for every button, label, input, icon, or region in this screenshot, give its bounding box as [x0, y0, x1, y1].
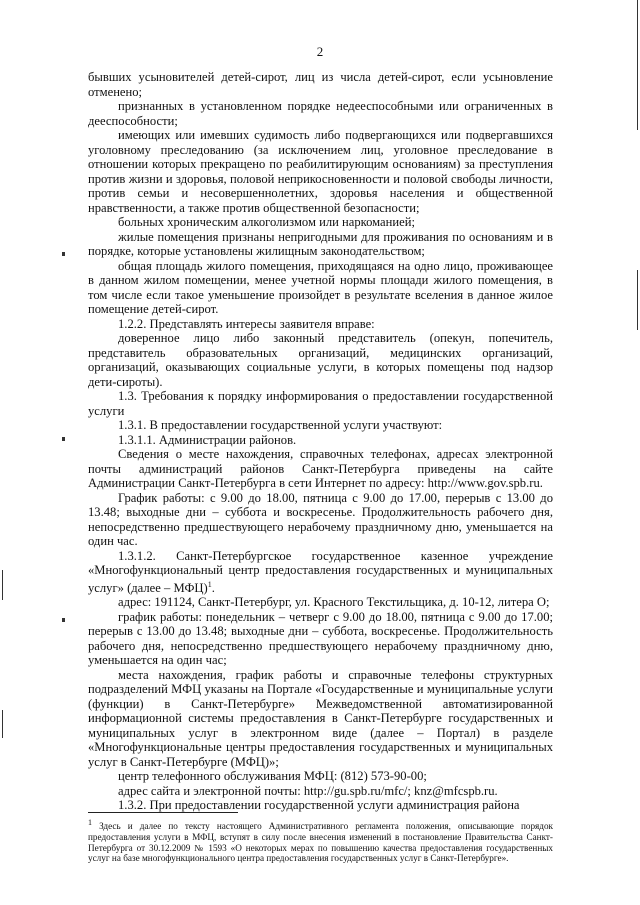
footnote-divider [88, 812, 238, 813]
paragraph: адрес: 191124, Санкт-Петербург, ул. Красного Текстильщика, д. 10-12, литера О; [118, 595, 550, 610]
paragraph: График работы: с 9.00 до 18.00, пятница с 9.00 до 17.00, перерыв с 13.00 до 13.48; выходные дни – суббота и воскресенье. Продолжительность рабочего дня, непосредственно предшествующего нерабочему праздничному дню, уменьшается на один час. [88, 490, 553, 548]
scan-mark [637, 270, 638, 330]
page-number: 2 [316, 44, 324, 59]
paragraph: 1.3.1. В предоставлении государственной услуги участвуют: [118, 418, 443, 432]
paragraph: адрес сайта и электронной почты: http://gu.spb.ru/mfc/; knz@mfcspb.ru. [118, 783, 498, 798]
scan-mark [637, 0, 638, 130]
paragraph: жилые помещения признаны непригодными для проживания по основаниям и в порядке, которые установлены жилищным законодательством; [88, 229, 553, 258]
paragraph: места нахождения, график работы и справочные телефоны структурных подразделений МФЦ указаны на Портале «Государственные и муниципальные услуги (функции) в Санкт-Петербурге» Межведомственной автоматизированной информационной системы предоставления в Санкт-Петербурге государственных и муниципальных услуг в электронном виде (далее – Портал) в разделе «Многофункциональные центры предоставления государственных и муниципальных услуг в Санкт-Петербурге (МФЦ)»; [88, 667, 553, 769]
paragraph: бывших усыновителей детей-сирот, лиц из числа детей-сирот, если усыновление отменено; [88, 70, 553, 99]
paragraph: 1.3.1.1. Администрации районов. [118, 432, 297, 447]
paragraph-text: 1.3.1.2. Санкт-Петербургское государственное казенное учреждение «Многофункциональный центр предоставления государственных и муниципальных услуг» (далее – МФЦ) [88, 548, 553, 595]
scan-mark [2, 710, 3, 738]
paragraph: график работы: понедельник – четверг с 9.00 до 18.00, пятница с 9.00 до 17.00; перерыв с 13.00 до 13.48; выходные дни – суббота, воскресенье. Продолжительность рабочего дня, непосредственно предшествующего нерабочему праздничному дню, уменьшается на один час; [88, 609, 553, 668]
paragraph: общая площадь жилого помещения, приходящаяся на одно лицо, проживающее в данном жилом помещении, менее учетной нормы площади жилого помещения, в том числе если такое уменьшение произойдет в результате вселения в данное жилое помещение детей-сирот. [88, 258, 553, 316]
footnote-text: Здесь и далее по тексту настоящего Административного регламента положения, описывающие порядок предоставления услуги в МФЦ, вступят в силу после внесения изменений в постановление Правительства Санкт-Петербурга от 30.12.2009 № 1593 «О некоторых мерах по повышению качества предоставления государственных услуг на базе многофункционального центра предоставления государственных услуг в Санкт-Петербурге». [88, 821, 553, 864]
paragraph: 1.2.2. Представлять интересы заявителя вправе: [118, 316, 375, 331]
paragraph: доверенное лицо либо законный представитель (опекун, попечитель, представитель образовательных организаций, медицинских организаций, организаций, оказывающих социальные услуги, в которых помещены под надзор дети-сироты). [88, 331, 553, 389]
scan-mark [62, 252, 65, 256]
footnote-reference: 1 [207, 579, 212, 589]
scan-mark [62, 437, 65, 441]
paragraph: центр телефонного обслуживания МФЦ: (812) 573-90-00; [118, 769, 427, 784]
document-body [88, 70, 553, 813]
paragraph-with-footnote: 1.3.1.2. Санкт-Петербургское государственное казенное учреждение «Многофункциональный центр предоставления государственных и муниципальных услуг» (далее – МФЦ)$^1$. [88, 548, 553, 595]
paragraph: Сведения о месте нахождения, справочных телефонах, адресах электронной почты администраций районов Санкт-Петербурга приведены на сайте Администрации Санкт-Петербурга в сети Интернет по адресу: http://www.gov.spb.ru. [88, 447, 553, 490]
paragraph: имеющих или имевших судимость либо подвергающихся или подвергавшихся уголовному преследованию (за исключением лиц, уголовное преследование в отношении которых прекращено по реабилитирующим основаниям) за преступления против жизни и здоровья, половой неприкосновенности и половой свободы личности, против семьи и несовершеннолетних, здоровья населения и общественной нравственности, а также против общественной безопасности; [88, 128, 553, 215]
footnote-marker: 1 [88, 818, 92, 827]
footnote [88, 818, 553, 864]
paragraph: больных хроническим алкоголизмом или наркоманией; [118, 215, 415, 229]
paragraph: 1.3. Требования к порядку информирования о предоставлении государственной услуги [88, 389, 553, 418]
paragraph: 1.3.2. При предоставлении государственной услуги администрация района [118, 798, 520, 813]
scan-mark [62, 618, 65, 622]
scan-mark [2, 570, 3, 600]
paragraph: признанных в установленном порядке недееспособными или ограниченных в дееспособности; [88, 99, 553, 128]
